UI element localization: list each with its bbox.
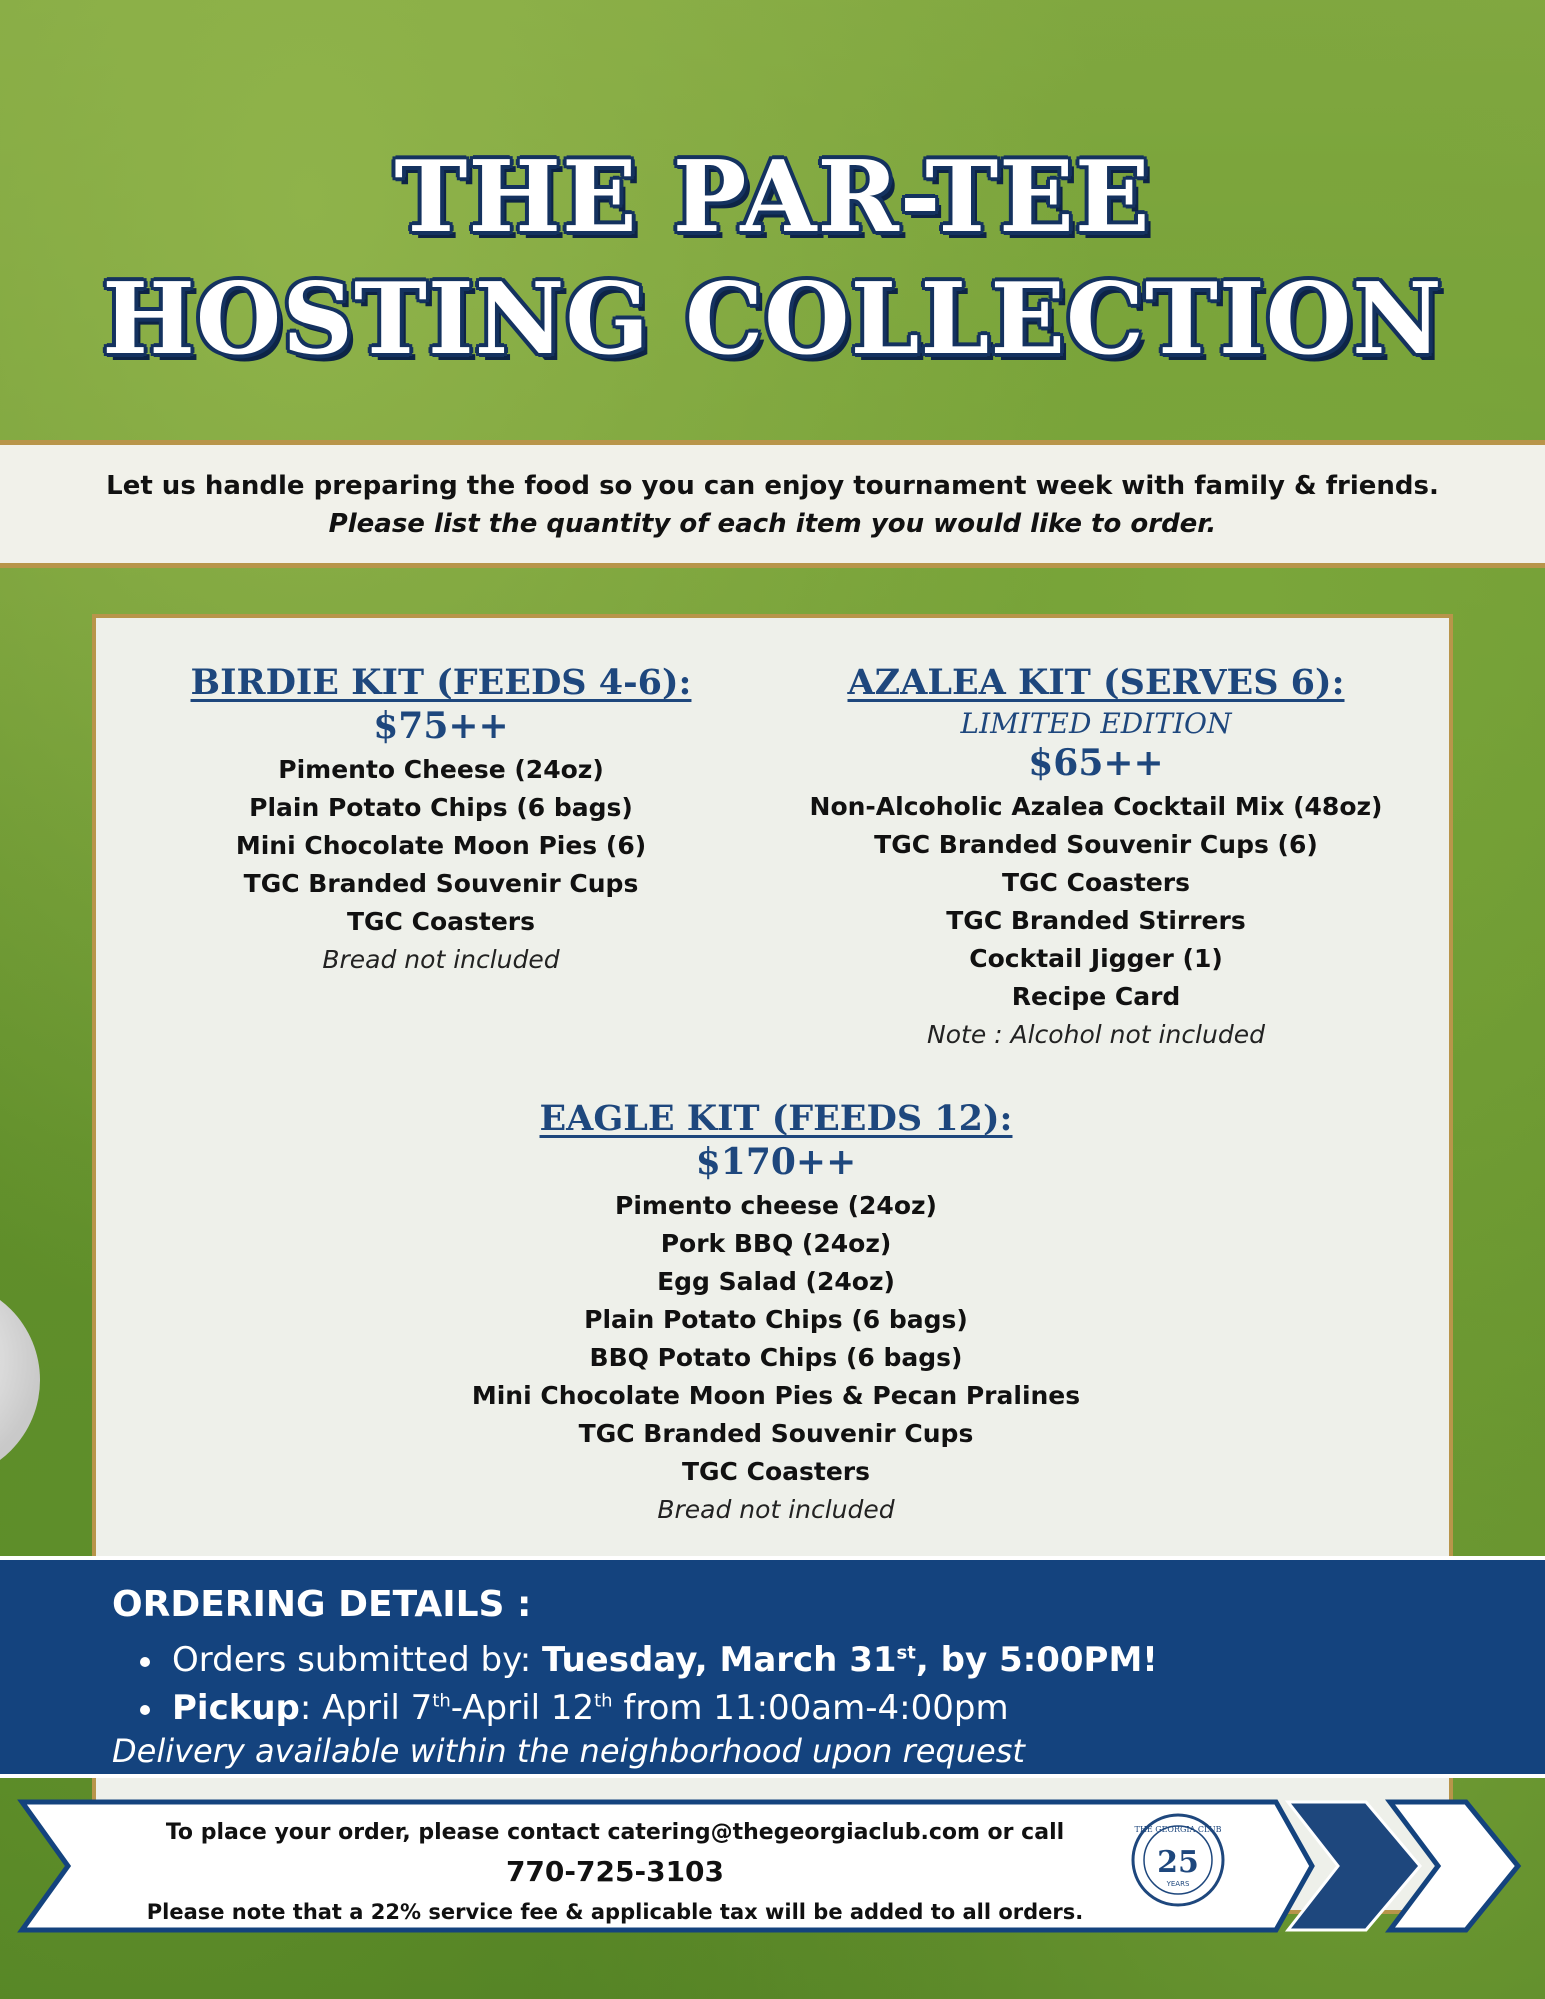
intro-line: Let us handle preparing the food so you can enjoy tournament week with family & friends.	[106, 471, 1439, 501]
list-item: Cocktail Jigger (1)	[969, 944, 1223, 973]
order-deadline: Orders submitted by: Tuesday, March 31st, by 5:00PM!	[140, 1640, 1158, 1680]
list-item: TGC Coasters	[681, 1457, 870, 1486]
golf-ball-icon	[0, 1270, 45, 1490]
anniversary-seal-logo	[1130, 1812, 1226, 1908]
ordering-heading: ORDERING DETAILS :	[112, 1584, 532, 1625]
list-item: Non-Alcoholic Azalea Cocktail Mix (48oz)	[809, 792, 1383, 821]
svg-text:25: 25	[1157, 1845, 1199, 1880]
bullet-icon	[140, 1657, 150, 1667]
eagle-kit-heading: EAGLE KIT (FEEDS 12):	[539, 1098, 1013, 1139]
list-item: TGC Branded Souvenir Cups	[578, 1419, 974, 1448]
svg-text:YEARS: YEARS	[1166, 1880, 1190, 1888]
list-item: BBQ Potato Chips (6 bags)	[589, 1343, 963, 1372]
birdie-kit-heading: BIRDIE KIT (FEEDS 4-6):	[190, 662, 692, 703]
birdie-kit-price: $75++	[373, 705, 509, 747]
list-item: Plain Potato Chips (6 bags)	[249, 793, 633, 822]
azalea-kit-note: Note : Alcohol not included	[927, 1020, 1265, 1049]
intro-strip	[0, 440, 1545, 568]
birdie-kit-note: Bread not included	[322, 945, 560, 974]
svg-text:THE GEORGIA CLUB: THE GEORGIA CLUB	[1134, 1825, 1222, 1834]
list-item: Pork BBQ (24oz)	[660, 1229, 892, 1258]
azalea-kit	[796, 662, 1396, 1054]
list-item: Pimento cheese (24oz)	[615, 1191, 937, 1220]
list-item: Mini Chocolate Moon Pies & Pecan Pralines	[471, 1381, 1081, 1410]
list-item: TGC Branded Souvenir Cups	[243, 869, 639, 898]
azalea-kit-price: $65++	[1028, 742, 1164, 784]
contact-phone: 770-725-3103	[505, 1855, 725, 1888]
list-item: TGC Coasters	[1001, 868, 1190, 897]
bullet-icon	[140, 1705, 150, 1715]
azalea-kit-subtitle: LIMITED EDITION	[960, 707, 1232, 740]
contact-info	[130, 1820, 1100, 1924]
title-line-1: THE PAR-TEE	[394, 140, 1151, 255]
list-item: Pimento Cheese (24oz)	[278, 755, 604, 784]
birdie-kit	[156, 662, 726, 979]
title-line-2: HOSTING COLLECTION	[102, 262, 1443, 377]
contact-line: To place your order, please contact catering@thegeorgiaclub.com or call	[165, 1820, 1065, 1845]
eagle-kit-note: Bread not included	[657, 1495, 895, 1524]
eagle-kit	[426, 1098, 1126, 1529]
list-item: Recipe Card	[1011, 982, 1181, 1011]
list-item: Egg Salad (24oz)	[657, 1267, 895, 1296]
fee-note: Please note that a 22% service fee & applicable tax will be added to all orders.	[146, 1900, 1084, 1924]
eagle-kit-price: $170++	[695, 1141, 857, 1183]
list-item: Mini Chocolate Moon Pies (6)	[235, 831, 647, 860]
azalea-kit-heading: AZALEA KIT (SERVES 6):	[847, 662, 1345, 703]
ordering-details	[0, 1556, 1545, 1778]
list-item: TGC Branded Souvenir Cups (6)	[874, 830, 1318, 859]
list-item: TGC Branded Stirrers	[946, 906, 1246, 935]
list-item: TGC Coasters	[346, 907, 535, 936]
delivery-note: Delivery available within the neighborhood upon request	[112, 1732, 1025, 1770]
pickup-window: Pickup: April 7th-April 12th from 11:00am-4:00pm	[140, 1688, 1009, 1728]
intro-instruction: Please list the quantity of each item you would like to order.	[328, 509, 1217, 539]
list-item: Plain Potato Chips (6 bags)	[584, 1305, 968, 1334]
